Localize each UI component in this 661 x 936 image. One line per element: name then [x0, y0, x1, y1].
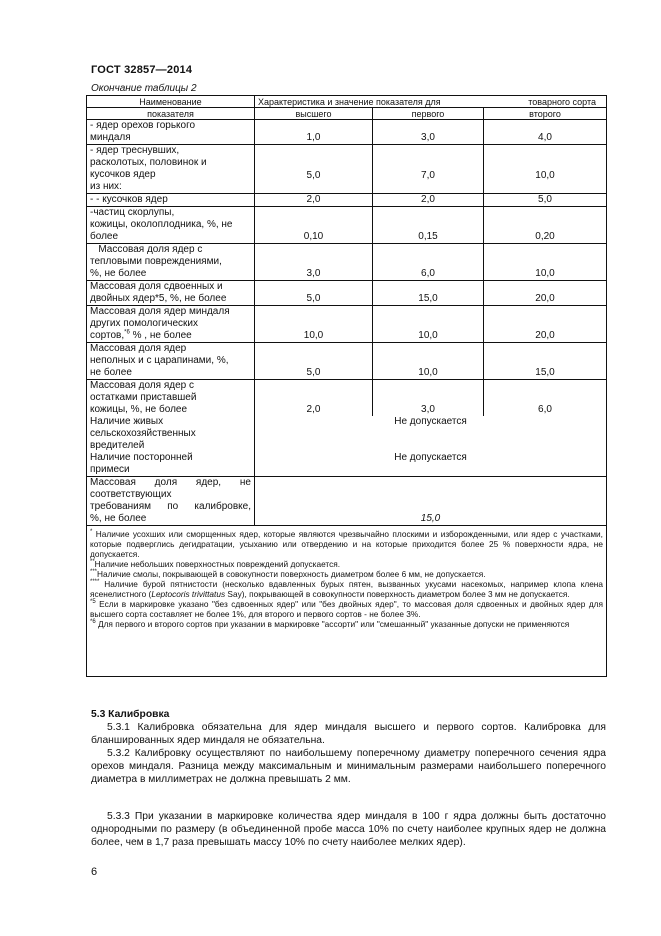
row-name-calibration: [87, 477, 255, 526]
row-name-other-varieties: [87, 306, 255, 343]
footnote-marker: ****: [90, 579, 100, 586]
row-name-line: требованиям по калибровке,: [90, 501, 251, 512]
table-row: [87, 306, 607, 343]
row-name-line: не более: [90, 367, 132, 378]
row-name-line: двойных ядер*5, %, не более: [90, 293, 227, 304]
footnote-marker: *6: [90, 619, 96, 626]
footnote: [90, 619, 603, 629]
row-name-line: %, не более: [90, 513, 147, 524]
footnote-marker: *5: [90, 599, 96, 606]
footnote-text: Если в маркировке указано "без сдвоенных ядер" или "без двойных ядер", то массовая доля сдвоенных и двойных ядер для высшего сорта составляет не более 1%, для второго и первого сортов - не более 3%.: [90, 599, 603, 619]
row-name-line: [90, 330, 251, 342]
row-name-line: кожицы, %, не более: [90, 404, 188, 415]
table-row: [87, 416, 607, 452]
footnote-text: Наличие небольших поверхностных повреждений допускается.: [94, 559, 341, 569]
row-name-line: из них:: [90, 181, 122, 192]
row-name-kernel-pieces: - - кусочков ядер: [87, 194, 255, 207]
row-name-live-pests: [87, 416, 255, 452]
value-premium: 10,0: [255, 306, 373, 343]
row-name-line: - ядер орехов горького: [90, 120, 196, 131]
value-first: 6,0: [373, 244, 484, 281]
table-row: [87, 244, 607, 281]
row-name-line: Массовая доля ядер миндаля: [90, 306, 230, 317]
table-row: [87, 452, 607, 477]
footnote: [90, 529, 603, 559]
row-name-text: % , не более: [129, 330, 192, 341]
paragraph-5-3-1: 5.3.1 Калибровка обязательна для ядер миндаля высшего и первого сортов. Калибровка для бланшированных ядер миндаля не обязательна.: [91, 722, 606, 746]
value-second: 4,0: [484, 120, 607, 145]
footnote: [90, 579, 603, 599]
footnote-latin-name: Leptocoris trivittatus: [151, 589, 226, 599]
value-calibration: 15,0: [255, 477, 607, 526]
value-second: 0,20: [484, 207, 607, 244]
table-row: [87, 343, 607, 380]
footnote-marker: ***: [90, 569, 98, 576]
col-name-header-line2: показателя: [87, 108, 255, 120]
row-name-line: остатками приставшей: [90, 392, 197, 403]
row-name-line: более: [90, 231, 119, 242]
footnote: [90, 599, 603, 619]
footnote-marker: *6: [124, 329, 130, 336]
value-premium: 5,0: [255, 281, 373, 306]
grade-header-premium: высшего: [255, 108, 373, 120]
table-header-row-1: [87, 96, 607, 108]
value-premium: 2,0: [255, 194, 373, 207]
section-calibration: [91, 708, 606, 849]
row-name-text: сортов,: [90, 330, 125, 341]
row-name-line: тепловыми повреждениями,: [90, 256, 222, 267]
table-row: [87, 281, 607, 306]
value-second: 10,0: [484, 244, 607, 281]
row-name-skin-remnants: [87, 380, 255, 417]
value-premium: 0,10: [255, 207, 373, 244]
footnote-marker: *: [90, 529, 93, 536]
group-header-right: товарного сорта: [484, 96, 607, 108]
row-name-bitter-kernels: [87, 120, 255, 145]
value-first: 0,15: [373, 207, 484, 244]
row-name-line: вредителей: [90, 440, 145, 451]
value-second: 10,0: [484, 145, 607, 194]
row-name-line: кожицы, околоплодника, %, не: [90, 219, 233, 230]
row-name-incomplete-kernels: [87, 343, 255, 380]
row-name-line: других помологических: [90, 318, 198, 329]
value-second: 5,0: [484, 194, 607, 207]
quality-table: [86, 95, 607, 677]
row-name-heat-damage: [87, 244, 255, 281]
footnote: [90, 569, 603, 579]
paragraph-5-3-2: 5.3.2 Калибровку осуществляют по наибольшему поперечному диаметру поперечного сечения ядра орехов миндаля. Разница между максимальным и минимальным размерами наибольшего поперечного диаметра в миллиметрах не должна превышать 2 мм.: [91, 748, 606, 785]
table-row: [87, 380, 607, 417]
row-name-double-kernels: [87, 281, 255, 306]
col-name-header-line1: Наименование: [87, 96, 255, 108]
value-first: 3,0: [373, 380, 484, 417]
row-name-line: Массовая доля ядер с: [90, 244, 203, 255]
value-premium: 5,0: [255, 343, 373, 380]
page-number: 6: [91, 866, 98, 878]
row-name-line: примеси: [90, 464, 130, 475]
row-name-line: Массовая доля сдвоенных и: [90, 281, 223, 292]
table-notes-row: [87, 526, 607, 677]
footnote-text: Наличие бурой пятнистости (несколько вдавленных бурых пятен, вызванных укусами насекомых, например клопа клена ясенелистного (: [90, 579, 603, 599]
row-name-line: миндаля: [90, 132, 131, 143]
value-not-allowed: Не допускается: [255, 452, 607, 477]
value-first: 15,0: [373, 281, 484, 306]
table-row: [87, 194, 607, 207]
row-name-line: расколотых, половинок и: [90, 157, 207, 168]
row-name-line: -частиц скорлупы,: [90, 207, 175, 218]
value-first: 2,0: [373, 194, 484, 207]
footnote: [90, 559, 603, 569]
document-header: ГОСТ 32857—2014: [91, 64, 193, 76]
footnote-text: Наличие смолы, покрывающей в совокупности поверхность диаметром более 6 мм, не допускается.: [97, 569, 486, 579]
footnote-marker: **: [90, 559, 95, 566]
value-second: 20,0: [484, 281, 607, 306]
row-name-line: соответствующих: [90, 489, 172, 500]
footnote-text: Say), покрывающей в совокупности поверхность диаметром более 3 мм не допускается.: [225, 589, 570, 599]
table-row: [87, 477, 607, 526]
row-name-line: Массовая доля ядер с: [90, 380, 194, 391]
value-second: 15,0: [484, 343, 607, 380]
row-name-cracked-kernels: [87, 145, 255, 194]
row-name-line: Наличие посторонней: [90, 452, 193, 463]
value-premium: 3,0: [255, 244, 373, 281]
grade-header-first: первого: [373, 108, 484, 120]
row-name-line: Массовая доля ядер: [90, 343, 187, 354]
value-first: 3,0: [373, 120, 484, 145]
value-premium: 2,0: [255, 380, 373, 417]
table-footnotes: [87, 526, 607, 677]
value-first: 10,0: [373, 306, 484, 343]
table-row: [87, 145, 607, 194]
table-row: [87, 207, 607, 244]
footnote-text: Для первого и второго сортов при указании в маркировке "ассорти" или "смешанный" указанные допуски не применяются: [95, 619, 570, 629]
table-caption: Окончание таблицы 2: [91, 83, 197, 94]
value-first: 7,0: [373, 145, 484, 194]
value-premium: 1,0: [255, 120, 373, 145]
section-title: 5.3 Калибровка: [91, 709, 170, 720]
row-name-line: Наличие живых: [90, 416, 164, 427]
value-not-allowed: Не допускается: [255, 416, 607, 452]
paragraph-5-3-3: 5.3.3 При указании в маркировке количества ядер миндаля в 100 г ядра должны быть достаточно однородными по размеру (в объединенной пробе масса 10% по счету наиболее крупных ядер не должна более, чем в 1,7 раза превышать массу 10% по счету наиболее мелких ядер).: [91, 811, 606, 848]
footnote-text: Наличие усохших или сморщенных ядер, которые являются чрезвычайно плоскими и изборожденными, или ядер с участками, которые подверглись дегидратации, усыханию или отвердению и на которые приходится более 25 % поверхности ядра, не допускается.: [90, 529, 603, 559]
value-first: 10,0: [373, 343, 484, 380]
row-name-line: кусочков ядер: [90, 169, 156, 180]
group-header-left: Характеристика и значение показателя для: [255, 96, 484, 108]
row-name-foreign-impurity: [87, 452, 255, 477]
grade-header-second: второго: [484, 108, 607, 120]
value-premium: 5,0: [255, 145, 373, 194]
row-name-line: неполных и с царапинами, %,: [90, 355, 229, 366]
value-second: 20,0: [484, 306, 607, 343]
table-header-row-2: [87, 108, 607, 120]
row-name-shell-particles: [87, 207, 255, 244]
row-name-line: %, не более: [90, 268, 147, 279]
row-name-line: сельскохозяйственных: [90, 428, 196, 439]
value-second: 6,0: [484, 380, 607, 417]
row-name-line: - ядер треснувших,: [90, 145, 180, 156]
row-name-line: Массовая доля ядер, не: [90, 477, 251, 488]
table-row: [87, 120, 607, 145]
